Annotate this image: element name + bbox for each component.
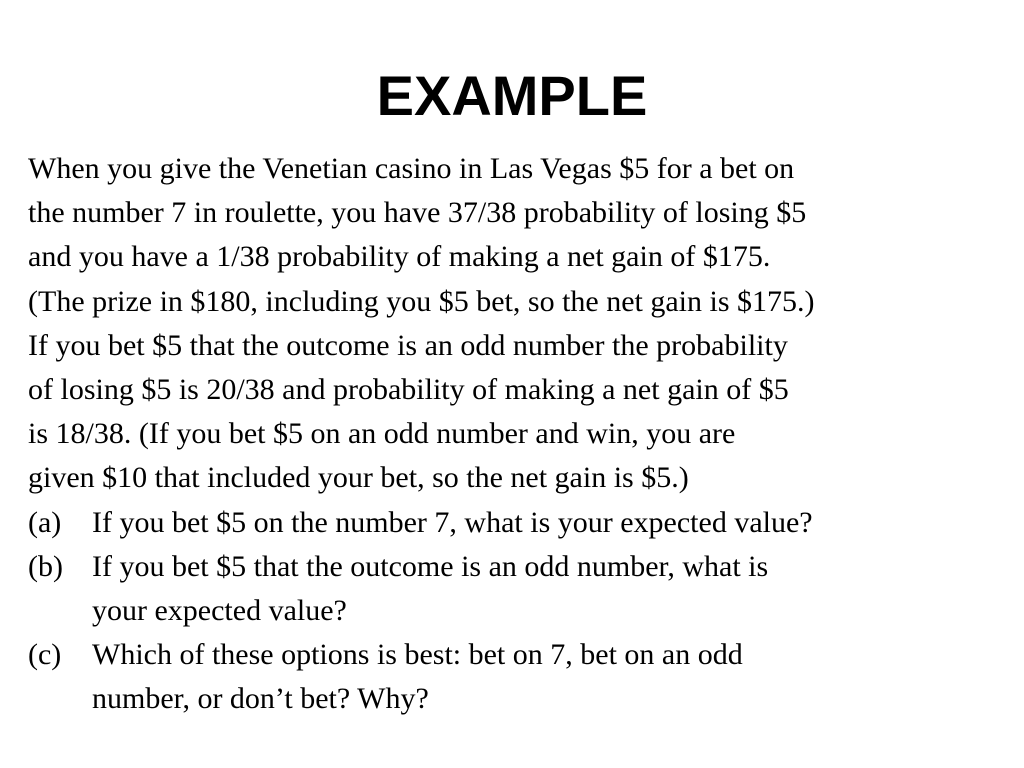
paragraph-line: is 18/38. (If you bet $5 on an odd number and win, you are: [28, 417, 736, 451]
question-text: [92, 633, 743, 721]
question-item-a: [28, 501, 1018, 545]
paragraph-line: When you give the Venetian casino in Las Vegas $5 for a bet on: [28, 152, 795, 185]
question-line: If you bet $5 that the outcome is an odd number, what is: [92, 549, 769, 583]
question-label: (c): [28, 638, 62, 672]
paragraph-line: the number 7 in roulette, you have 37/38 probability of losing $5: [28, 196, 807, 230]
paragraph-line: of losing $5 is 20/38 and probability of making a net gain of $5: [28, 373, 789, 407]
paragraph-line: and you have a 1/38 probability of making a net gain of $175.: [28, 240, 771, 274]
question-label: (a): [28, 505, 62, 539]
question-line: If you bet $5 on the number 7, what is your expected value?: [92, 505, 813, 539]
question-text: [92, 545, 768, 633]
question-line: Which of these options is best: bet on 7, bet on an odd: [92, 638, 743, 672]
slide-body: [28, 147, 1018, 722]
paragraph-line: (The prize in $180, including you $5 bet, so the net gain is $175.): [28, 284, 815, 318]
question-line: your expected value?: [92, 594, 347, 628]
slide-title: EXAMPLE: [376, 64, 648, 127]
problem-paragraph: [28, 147, 1018, 501]
paragraph-line: given $10 that included your bet, so the net gain is $5.): [28, 461, 689, 495]
question-line: number, or don’t bet? Why?: [92, 682, 429, 716]
question-text: [92, 501, 813, 545]
question-list: [28, 501, 1018, 722]
question-label: (b): [28, 549, 63, 583]
question-item-b: [28, 545, 1018, 633]
question-item-c: [28, 633, 1018, 721]
paragraph-line: If you bet $5 that the outcome is an odd number the probability: [28, 328, 788, 362]
